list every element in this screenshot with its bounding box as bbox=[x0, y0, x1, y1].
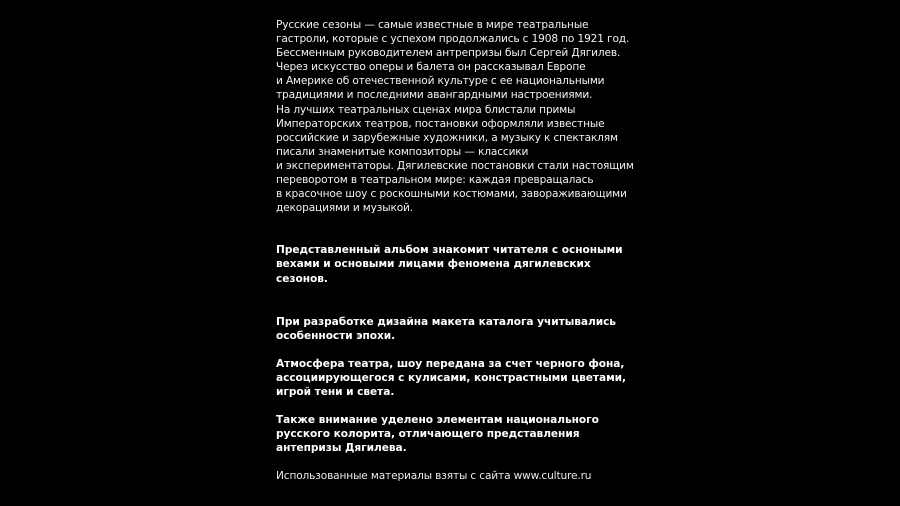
intro-line: Императорских театров, постановки оформляли известные bbox=[276, 117, 605, 130]
design-paragraph bbox=[276, 315, 660, 343]
intro-line: традициями и последними авангардными настроениями. bbox=[276, 89, 593, 102]
design-line: особенности эпохи. bbox=[276, 329, 396, 342]
intro-line: На лучших театральных сценах мира блистали примы bbox=[276, 103, 576, 116]
intro-line: Бессменным руководителем антрепризы был Сергей Дягилев. bbox=[276, 47, 621, 60]
intro-line: декорациями и музыкой. bbox=[276, 202, 413, 215]
source-line: Использованные материалы взяты с сайта www.culture.ru bbox=[276, 470, 592, 483]
national-paragraph bbox=[276, 413, 660, 455]
atmosphere-paragraph bbox=[276, 357, 660, 399]
intro-line: и экспериментаторы. Дягилевские постановки стали настоящим bbox=[276, 159, 634, 172]
intro-paragraph bbox=[276, 18, 660, 215]
album-line: сезонов. bbox=[276, 272, 328, 285]
atmosphere-line: игрой тени и света. bbox=[276, 385, 395, 398]
album-line: Представленный альбом знакомит читателя с осноными bbox=[276, 244, 623, 257]
intro-line: российские и зарубежные художники, а музыку к спектаклям bbox=[276, 131, 618, 144]
intro-line: писали знаменитые композиторы — классики bbox=[276, 145, 529, 158]
national-line: русского колорита, отличающего представления bbox=[276, 428, 580, 441]
album-paragraph bbox=[276, 243, 660, 285]
national-line: антепризы Дягилева. bbox=[276, 442, 407, 455]
design-line: При разработке дизайна макета каталога учитывались bbox=[276, 315, 616, 328]
album-line: вехами и основыми лицами феномена дягилевских bbox=[276, 258, 591, 271]
intro-line: гастроли, которые с успехом продолжались с 1908 по 1921 год. bbox=[276, 33, 630, 46]
atmosphere-line: Атмосфера театра, шоу передана за счет черного фона, bbox=[276, 357, 625, 370]
intro-line: и Америке об отечественной культуре с ее национальными bbox=[276, 75, 605, 88]
text-column bbox=[276, 18, 660, 483]
intro-line: переворотом в театральном мире: каждая превращалась bbox=[276, 174, 594, 187]
intro-line: Русские сезоны — самые известные в мире театральные bbox=[276, 19, 589, 31]
intro-line: Через искусство оперы и балета он рассказывал Европе bbox=[276, 61, 586, 74]
atmosphere-line: ассоциирующегося с кулисами, констрастными цветами, bbox=[276, 371, 627, 384]
source-credit bbox=[276, 469, 660, 483]
national-line: Также внимание уделено элементам национального bbox=[276, 414, 599, 427]
intro-line: в красочное шоу с роскошными костюмами, завораживающими bbox=[276, 188, 627, 201]
